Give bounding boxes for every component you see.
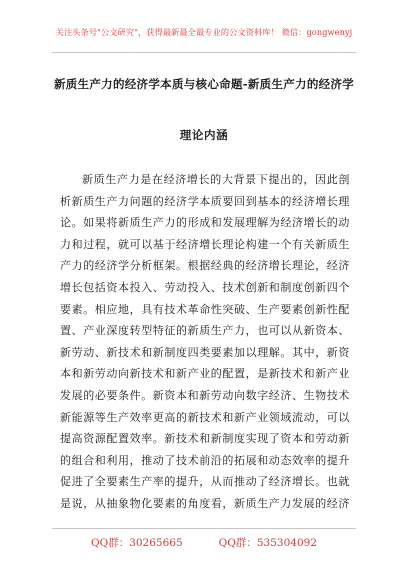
header-divider: [52, 52, 356, 53]
document-title: 新质生产力的经济学本质与核心命题-新质生产力的经济学: [53, 77, 355, 91]
body-paragraph: 新质生产力是在经济增长的大背景下提出的，因此剖析新质生产力问题的经济学本质要回到基本的经济增长理论。如果将新质生产力的形成和发展理解为经济增长的动力和过程，就可以基于经济增长理论构建一个有关新质生产力的经济学分析框架。根据经典的经济增长理论，经济增长包括资本投入、劳动投入、技术创新和制度创新四个要素。相应地，具有技术革命性突破、生产要素创新性配置、产业深度转型特征的新质生产力，也可以从新资本、新劳动、新技术和新制度四类要素加以理解。其中，新资本和新劳动向新技术和新产业的配置，是新技术和新产业发展的必要条件。新资本和新劳动向数字经济、生物技术新能源等生产效率更高的新技术和新产业领域流动，可以提高资源配置效率。新技术和新制度实现了资本和劳动新的组合和利用，推动了技术前沿的拓展和动态效率的提升促进了全要素生产率的提升，从而推动了经济增长。也就是说，从抽象物化要素的角度看，新质生产力发展的经济: [60, 173, 350, 510]
footer-divider: [52, 528, 356, 529]
footer-qq-group-right: QQ群：535304092: [218, 537, 317, 549]
footer-contact: [0, 535, 408, 550]
header-promo-note: 关注头条号"公文研究"，获得最新最全最专业的公文资料库！ 微信：gongwenyj: [55, 27, 353, 37]
footer-qq-group-left: QQ群：30265665: [90, 537, 183, 549]
document-subtitle: 理论内涵: [179, 128, 229, 142]
